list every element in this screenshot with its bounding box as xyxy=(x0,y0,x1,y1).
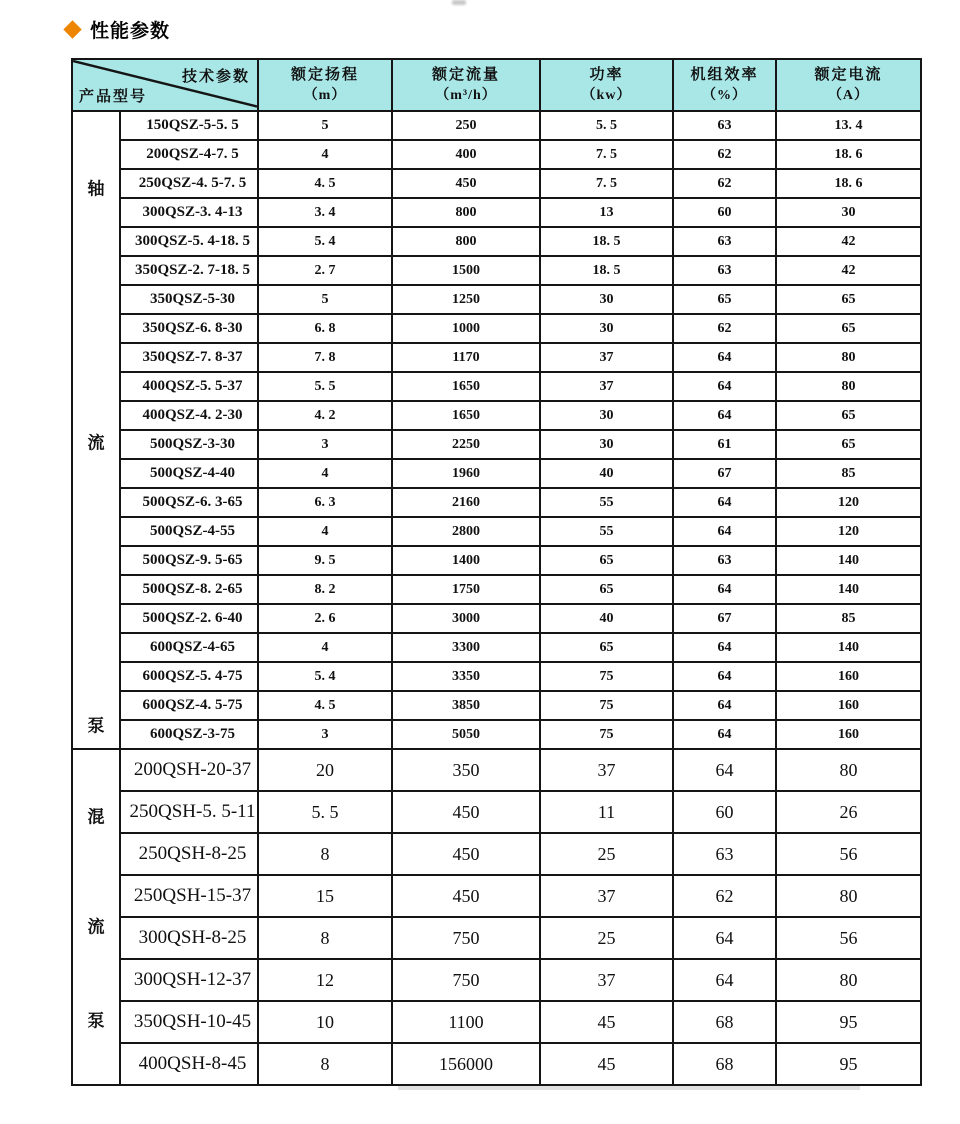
cell-flow: 250 xyxy=(392,111,540,140)
cell-efficiency: 64 xyxy=(673,401,776,430)
cell-head: 15 xyxy=(258,875,392,917)
cell-head: 8 xyxy=(258,833,392,875)
cell-power: 75 xyxy=(540,662,673,691)
table-row xyxy=(72,198,921,227)
cell-model: 600QSZ-5. 4-75 xyxy=(120,662,258,691)
cell-flow: 2160 xyxy=(392,488,540,517)
cell-head: 5. 4 xyxy=(258,227,392,256)
cell-head: 4. 5 xyxy=(258,169,392,198)
cell-current: 120 xyxy=(776,517,921,546)
cell-efficiency: 65 xyxy=(673,285,776,314)
cell-flow: 450 xyxy=(392,875,540,917)
cell-efficiency: 64 xyxy=(673,372,776,401)
cell-model: 300QSH-8-25 xyxy=(120,917,258,959)
cell-flow: 3000 xyxy=(392,604,540,633)
group-label-qsz xyxy=(72,111,120,749)
table-row xyxy=(72,791,921,833)
diagonal-header-cell xyxy=(72,59,258,111)
cell-model: 500QSZ-9. 5-65 xyxy=(120,546,258,575)
cell-current: 42 xyxy=(776,227,921,256)
table-body xyxy=(72,111,921,1085)
cell-model: 600QSZ-4. 5-75 xyxy=(120,691,258,720)
table-row xyxy=(72,430,921,459)
cell-current: 80 xyxy=(776,959,921,1001)
cell-head: 5 xyxy=(258,285,392,314)
cell-current: 65 xyxy=(776,401,921,430)
group-char: 泵 xyxy=(87,1011,105,1031)
cell-model: 400QSZ-4. 2-30 xyxy=(120,401,258,430)
cell-current: 80 xyxy=(776,372,921,401)
header-rated-current: 额定电流 （A） xyxy=(776,59,921,111)
cell-efficiency: 64 xyxy=(673,488,776,517)
header-rated-flow: 额定流量 （m³/h） xyxy=(392,59,540,111)
group-label-qsh xyxy=(72,749,120,1085)
cell-head: 8 xyxy=(258,1043,392,1085)
cell-model: 300QSZ-5. 4-18. 5 xyxy=(120,227,258,256)
cell-power: 37 xyxy=(540,372,673,401)
table-row xyxy=(72,169,921,198)
cell-model: 350QSZ-6. 8-30 xyxy=(120,314,258,343)
cell-efficiency: 63 xyxy=(673,833,776,875)
cell-flow: 800 xyxy=(392,227,540,256)
cell-power: 45 xyxy=(540,1001,673,1043)
cell-head: 20 xyxy=(258,749,392,791)
cell-head: 4 xyxy=(258,517,392,546)
page-title-text: 性能参数 xyxy=(90,21,171,42)
cell-efficiency: 64 xyxy=(673,749,776,791)
table-row xyxy=(72,546,921,575)
cell-model: 250QSH-5. 5-11 xyxy=(120,791,258,833)
cell-model: 250QSH-15-37 xyxy=(120,875,258,917)
cell-current: 65 xyxy=(776,430,921,459)
table-row xyxy=(72,662,921,691)
cell-current: 13. 4 xyxy=(776,111,921,140)
cell-current: 56 xyxy=(776,917,921,959)
cell-efficiency: 61 xyxy=(673,430,776,459)
cell-efficiency: 62 xyxy=(673,875,776,917)
cell-model: 500QSZ-2. 6-40 xyxy=(120,604,258,633)
cell-head: 12 xyxy=(258,959,392,1001)
cell-current: 26 xyxy=(776,791,921,833)
table-row xyxy=(72,285,921,314)
table-row xyxy=(72,917,921,959)
cell-current: 80 xyxy=(776,875,921,917)
cell-current: 140 xyxy=(776,575,921,604)
cell-current: 140 xyxy=(776,633,921,662)
cell-head: 5. 5 xyxy=(258,372,392,401)
cell-head: 3 xyxy=(258,720,392,749)
cell-model: 600QSZ-3-75 xyxy=(120,720,258,749)
table-row xyxy=(72,343,921,372)
cell-efficiency: 63 xyxy=(673,227,776,256)
group-char: 泵 xyxy=(87,716,105,736)
cell-power: 30 xyxy=(540,401,673,430)
header-rated-head: 额定扬程 （m） xyxy=(258,59,392,111)
cell-efficiency: 64 xyxy=(673,662,776,691)
cell-flow: 2800 xyxy=(392,517,540,546)
cell-head: 7. 8 xyxy=(258,343,392,372)
cell-power: 45 xyxy=(540,1043,673,1085)
cell-head: 10 xyxy=(258,1001,392,1043)
cell-efficiency: 68 xyxy=(673,1043,776,1085)
cell-model: 500QSZ-4-40 xyxy=(120,459,258,488)
cell-flow: 156000 xyxy=(392,1043,540,1085)
cell-efficiency: 64 xyxy=(673,691,776,720)
cell-model: 150QSZ-5-5. 5 xyxy=(120,111,258,140)
cell-current: 65 xyxy=(776,314,921,343)
cell-power: 40 xyxy=(540,604,673,633)
cell-power: 7. 5 xyxy=(540,169,673,198)
cell-power: 11 xyxy=(540,791,673,833)
cell-flow: 1000 xyxy=(392,314,540,343)
cell-power: 30 xyxy=(540,285,673,314)
table-row xyxy=(72,691,921,720)
cell-current: 30 xyxy=(776,198,921,227)
cell-model: 350QSZ-2. 7-18. 5 xyxy=(120,256,258,285)
cell-efficiency: 67 xyxy=(673,459,776,488)
performance-table xyxy=(71,58,922,1086)
cell-flow: 5050 xyxy=(392,720,540,749)
cell-efficiency: 63 xyxy=(673,256,776,285)
cell-efficiency: 64 xyxy=(673,343,776,372)
cell-power: 25 xyxy=(540,833,673,875)
table-row xyxy=(72,372,921,401)
group-char: 混 xyxy=(87,807,105,827)
cell-power: 55 xyxy=(540,488,673,517)
cell-current: 56 xyxy=(776,833,921,875)
cell-efficiency: 67 xyxy=(673,604,776,633)
group-char: 流 xyxy=(87,917,105,937)
cell-power: 75 xyxy=(540,691,673,720)
cell-model: 350QSZ-7. 8-37 xyxy=(120,343,258,372)
cell-head: 2. 7 xyxy=(258,256,392,285)
cell-flow: 400 xyxy=(392,140,540,169)
cell-current: 160 xyxy=(776,662,921,691)
cell-current: 160 xyxy=(776,720,921,749)
cell-head: 8. 2 xyxy=(258,575,392,604)
cell-efficiency: 63 xyxy=(673,546,776,575)
cell-model: 250QSZ-4. 5-7. 5 xyxy=(120,169,258,198)
cell-power: 55 xyxy=(540,517,673,546)
cell-model: 500QSZ-3-30 xyxy=(120,430,258,459)
page-title xyxy=(66,16,170,43)
cell-efficiency: 60 xyxy=(673,791,776,833)
cell-head: 3. 4 xyxy=(258,198,392,227)
cell-efficiency: 62 xyxy=(673,169,776,198)
cell-current: 18. 6 xyxy=(776,140,921,169)
cell-head: 5. 5 xyxy=(258,791,392,833)
cell-power: 25 xyxy=(540,917,673,959)
cell-flow: 450 xyxy=(392,169,540,198)
table-row xyxy=(72,720,921,749)
cell-flow: 350 xyxy=(392,749,540,791)
table-row xyxy=(72,256,921,285)
table-row xyxy=(72,227,921,256)
group-char: 流 xyxy=(87,433,105,453)
cell-flow: 750 xyxy=(392,917,540,959)
table-row xyxy=(72,401,921,430)
table-row xyxy=(72,1001,921,1043)
cell-efficiency: 63 xyxy=(673,111,776,140)
cell-model: 300QSZ-3. 4-13 xyxy=(120,198,258,227)
cell-flow: 450 xyxy=(392,791,540,833)
table-row xyxy=(72,875,921,917)
table-header-row xyxy=(72,59,921,111)
cell-efficiency: 60 xyxy=(673,198,776,227)
cell-model: 500QSZ-4-55 xyxy=(120,517,258,546)
cell-head: 9. 5 xyxy=(258,546,392,575)
cell-current: 85 xyxy=(776,604,921,633)
group-char: 轴 xyxy=(87,179,105,199)
cell-efficiency: 62 xyxy=(673,314,776,343)
cell-efficiency: 68 xyxy=(673,1001,776,1043)
table-row xyxy=(72,749,921,791)
table-row xyxy=(72,459,921,488)
cell-flow: 450 xyxy=(392,833,540,875)
cell-efficiency: 64 xyxy=(673,720,776,749)
cell-current: 95 xyxy=(776,1043,921,1085)
cell-flow: 1170 xyxy=(392,343,540,372)
cell-head: 5 xyxy=(258,111,392,140)
cell-flow: 1750 xyxy=(392,575,540,604)
cell-model: 500QSZ-6. 3-65 xyxy=(120,488,258,517)
cell-power: 37 xyxy=(540,749,673,791)
table-row xyxy=(72,833,921,875)
cell-model: 200QSZ-4-7. 5 xyxy=(120,140,258,169)
table-row xyxy=(72,517,921,546)
cell-power: 65 xyxy=(540,546,673,575)
cell-current: 80 xyxy=(776,749,921,791)
cell-current: 18. 6 xyxy=(776,169,921,198)
cell-power: 18. 5 xyxy=(540,227,673,256)
cell-model: 350QSH-10-45 xyxy=(120,1001,258,1043)
cell-head: 4 xyxy=(258,633,392,662)
cell-efficiency: 64 xyxy=(673,633,776,662)
cell-power: 18. 5 xyxy=(540,256,673,285)
cell-current: 42 xyxy=(776,256,921,285)
cell-power: 37 xyxy=(540,959,673,1001)
cell-efficiency: 64 xyxy=(673,575,776,604)
cell-model: 500QSZ-8. 2-65 xyxy=(120,575,258,604)
cell-flow: 2250 xyxy=(392,430,540,459)
cell-current: 85 xyxy=(776,459,921,488)
header-product-model: 产品型号 xyxy=(79,89,148,105)
cell-flow: 1650 xyxy=(392,401,540,430)
cell-power: 40 xyxy=(540,459,673,488)
cell-power: 30 xyxy=(540,430,673,459)
cell-head: 4 xyxy=(258,459,392,488)
cell-efficiency: 62 xyxy=(673,140,776,169)
cell-flow: 750 xyxy=(392,959,540,1001)
cell-current: 95 xyxy=(776,1001,921,1043)
cell-flow: 1650 xyxy=(392,372,540,401)
cell-power: 30 xyxy=(540,314,673,343)
cell-power: 7. 5 xyxy=(540,140,673,169)
cell-model: 600QSZ-4-65 xyxy=(120,633,258,662)
scan-artifact xyxy=(452,0,466,5)
table-row xyxy=(72,1043,921,1085)
cell-current: 160 xyxy=(776,691,921,720)
table-row xyxy=(72,140,921,169)
table-row xyxy=(72,314,921,343)
cell-power: 75 xyxy=(540,720,673,749)
header-unit-efficiency: 机组效率 （%） xyxy=(673,59,776,111)
cell-power: 37 xyxy=(540,343,673,372)
cell-head: 2. 6 xyxy=(258,604,392,633)
cell-flow: 1100 xyxy=(392,1001,540,1043)
table-row xyxy=(72,633,921,662)
cell-current: 120 xyxy=(776,488,921,517)
cell-model: 250QSH-8-25 xyxy=(120,833,258,875)
cell-model: 400QSZ-5. 5-37 xyxy=(120,372,258,401)
cell-current: 65 xyxy=(776,285,921,314)
cell-power: 65 xyxy=(540,575,673,604)
cell-model: 350QSZ-5-30 xyxy=(120,285,258,314)
cell-flow: 1400 xyxy=(392,546,540,575)
cell-head: 5. 4 xyxy=(258,662,392,691)
diamond-icon xyxy=(63,20,81,38)
scan-shadow xyxy=(398,1086,860,1090)
cell-efficiency: 64 xyxy=(673,517,776,546)
header-power: 功率 （kw） xyxy=(540,59,673,111)
header-tech-params: 技术参数 xyxy=(181,69,250,85)
table-row xyxy=(72,959,921,1001)
cell-model: 300QSH-12-37 xyxy=(120,959,258,1001)
cell-flow: 3850 xyxy=(392,691,540,720)
cell-efficiency: 64 xyxy=(673,917,776,959)
cell-head: 4. 5 xyxy=(258,691,392,720)
cell-efficiency: 64 xyxy=(673,959,776,1001)
cell-flow: 3300 xyxy=(392,633,540,662)
cell-flow: 1500 xyxy=(392,256,540,285)
cell-head: 4 xyxy=(258,140,392,169)
table-row xyxy=(72,111,921,140)
cell-power: 5. 5 xyxy=(540,111,673,140)
cell-current: 80 xyxy=(776,343,921,372)
cell-head: 4. 2 xyxy=(258,401,392,430)
cell-flow: 1960 xyxy=(392,459,540,488)
cell-model: 400QSH-8-45 xyxy=(120,1043,258,1085)
cell-flow: 3350 xyxy=(392,662,540,691)
cell-head: 8 xyxy=(258,917,392,959)
cell-model: 200QSH-20-37 xyxy=(120,749,258,791)
cell-head: 3 xyxy=(258,430,392,459)
cell-head: 6. 8 xyxy=(258,314,392,343)
cell-current: 140 xyxy=(776,546,921,575)
cell-power: 65 xyxy=(540,633,673,662)
cell-flow: 1250 xyxy=(392,285,540,314)
table-row xyxy=(72,604,921,633)
table-row xyxy=(72,488,921,517)
cell-head: 6. 3 xyxy=(258,488,392,517)
table-row xyxy=(72,575,921,604)
cell-flow: 800 xyxy=(392,198,540,227)
cell-power: 37 xyxy=(540,875,673,917)
cell-power: 13 xyxy=(540,198,673,227)
